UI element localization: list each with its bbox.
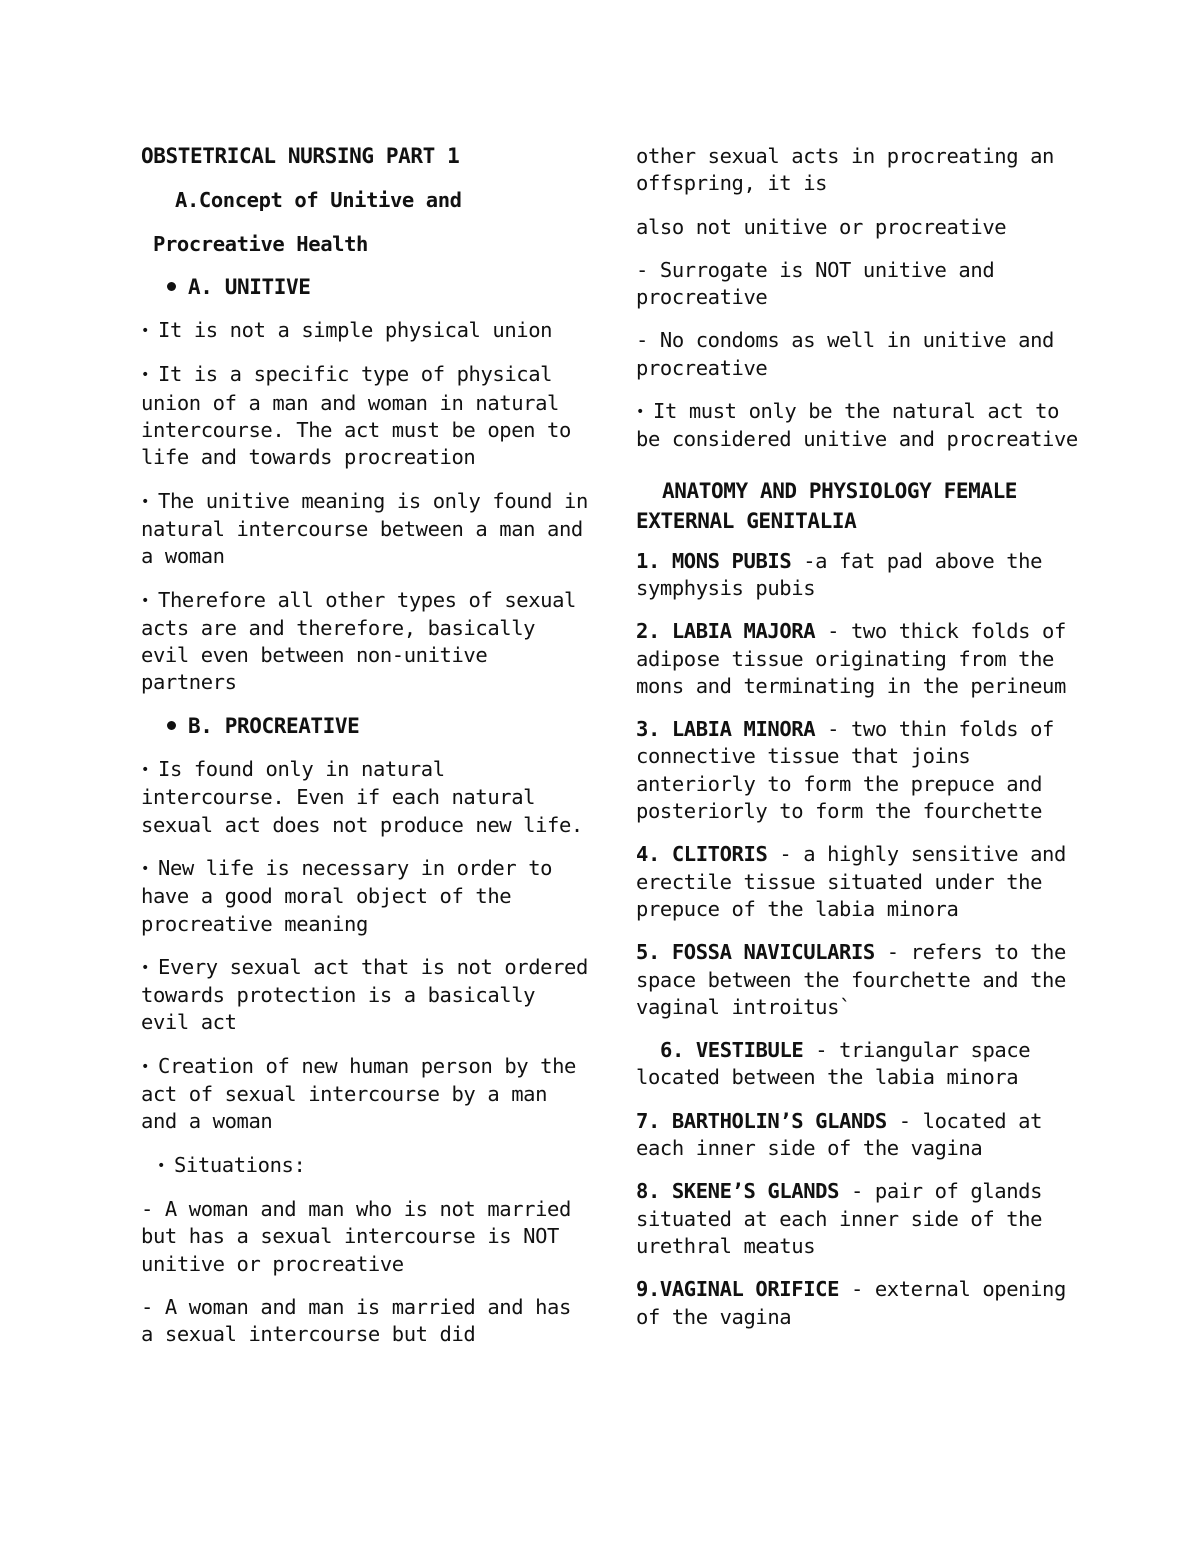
list-item-text: Is found only in natural intercourse. Even if each natural sexual act does not produce new life.	[141, 757, 583, 837]
bullet-icon: •	[636, 404, 645, 421]
bullet-icon: •	[141, 860, 150, 877]
part-description: - two thin folds of connective tissue that joins anteriorly to form the prepuce and posteriorly to form the fourchette	[636, 717, 1054, 824]
procreative-heading-text: B. PROCREATIVE	[188, 713, 360, 738]
list-item	[636, 398, 1086, 454]
list-item-text: The unitive meaning is only found in natural intercourse between a man and a woman	[141, 488, 588, 569]
right-column	[636, 143, 1086, 1347]
anatomy-part	[636, 618, 1086, 700]
document-title: OBSTETRICAL NURSING PART 1	[141, 144, 460, 168]
bullet-icon: •	[157, 1157, 166, 1174]
part-term: VAGINAL ORIFICE	[659, 1277, 840, 1302]
part-description: - triangular space located between the labia minora	[636, 1038, 1031, 1090]
situations-label	[141, 1152, 591, 1180]
list-item-text: It is not a simple physical union	[158, 318, 553, 343]
part-number: 8.	[636, 1179, 660, 1204]
concept-heading-line1: A.Concept of Unitive and	[175, 188, 462, 213]
bullet-icon: •	[141, 592, 150, 609]
anatomy-part	[636, 841, 1086, 923]
anatomy-part	[636, 548, 1086, 603]
bullet-icon: •	[141, 959, 150, 976]
list-item	[141, 317, 591, 345]
anatomy-part	[636, 1276, 1086, 1331]
unitive-heading-text: A. UNITIVE	[188, 274, 311, 299]
left-column	[141, 143, 591, 1364]
anatomy-part	[636, 716, 1086, 825]
part-term: SKENE’S GLANDS	[671, 1179, 840, 1204]
list-item	[141, 855, 591, 938]
part-description: -a fat pad above the symphysis pubis	[636, 548, 1043, 600]
part-term: FOSSA NAVICULARIS	[671, 940, 875, 965]
part-description: - pair of glands situated at each inner side of the urethral meatus	[636, 1179, 1043, 1258]
part-number: 5.	[636, 940, 660, 965]
unitive-heading	[141, 274, 591, 301]
procreative-heading	[141, 713, 591, 740]
part-description: - refers to the space between the fourchette and the vaginal introitus`	[636, 940, 1066, 1019]
bullet-icon: •	[141, 367, 150, 384]
list-item	[141, 1053, 591, 1136]
part-term: MONS PUBIS	[671, 548, 792, 573]
part-number: 9.	[636, 1277, 660, 1302]
part-term: LABIA MAJORA	[671, 619, 816, 644]
part-term: CLITORIS	[671, 842, 768, 867]
bullet-icon	[167, 721, 176, 730]
part-number: 4.	[636, 842, 660, 867]
surrogate-text: - Surrogate is NOT unitive and procreative	[636, 257, 995, 310]
part-number: 3.	[636, 717, 660, 742]
anatomy-part	[636, 939, 1086, 1021]
bullet-icon	[167, 282, 176, 291]
part-term: LABIA MINORA	[671, 717, 816, 742]
part-term: BARTHOLIN’S GLANDS	[671, 1108, 887, 1133]
list-item	[141, 361, 591, 471]
bullet-icon: •	[141, 1058, 150, 1075]
continued-text: other sexual acts in procreating an offspring, it is	[636, 144, 1054, 196]
anatomy-part	[636, 1178, 1086, 1260]
list-item	[141, 954, 591, 1037]
bullet-icon: •	[141, 762, 150, 779]
concept-heading-line2: Procreative Health	[153, 231, 368, 256]
bullet-icon: •	[141, 493, 150, 510]
bullet-icon: •	[141, 323, 150, 340]
list-item	[141, 756, 591, 839]
anatomy-heading	[636, 476, 1086, 536]
also-not-text: also not unitive or procreative	[636, 214, 1007, 239]
list-item-text: It is a specific type of physical union of a man and woman in natural intercourse. The act must be open to life and towards procreation	[141, 362, 571, 470]
part-number: 6.	[660, 1038, 684, 1063]
list-item-text: Every sexual act that is not ordered towards protection is a basically evil act	[141, 954, 588, 1035]
anatomy-part	[636, 1108, 1086, 1163]
anatomy-part	[636, 1037, 1086, 1092]
part-description: - two thick folds of adipose tissue originating from the mons and terminating in the perineum	[636, 619, 1066, 698]
list-item-text: Therefore all other types of sexual acts are and therefore, basically evil even between non-unitive partners	[141, 587, 577, 695]
situation-item: - A woman and man who is not married but has a sexual intercourse is NOT unitive or procreative	[141, 1196, 571, 1276]
no-condoms-text: - No condoms as well in unitive and procreative	[636, 328, 1054, 380]
list-item-text: Creation of new human person by the act of sexual intercourse by a man and a woman	[141, 1053, 577, 1134]
list-item	[141, 587, 591, 697]
anatomy-heading-line1: ANATOMY AND PHYSIOLOGY FEMALE	[662, 478, 1018, 503]
part-term: VESTIBULE	[695, 1038, 804, 1063]
list-item-text: New life is necessary in order to have a good moral object of the procreative meaning	[141, 855, 553, 936]
part-number: 7.	[636, 1108, 660, 1133]
anatomy-heading-line2: EXTERNAL GENITALIA	[636, 508, 857, 533]
list-item	[141, 488, 591, 571]
part-description: - a highly sensitive and erectile tissue situated under the prepuce of the labia minora	[636, 842, 1066, 921]
list-item-text: It must only be the natural act to be considered unitive and procreative	[636, 399, 1078, 452]
situations-label-text: Situations:	[174, 1152, 306, 1177]
situation-item: - A woman and man is married and has a sexual intercourse but did	[141, 1294, 571, 1347]
part-number: 2.	[636, 619, 660, 644]
part-number: 1.	[636, 548, 660, 573]
part-description: - external opening of the vagina	[636, 1277, 1066, 1329]
part-description: - located at each inner side of the vagina	[636, 1108, 1043, 1161]
anatomy-parts-list	[636, 548, 1086, 1331]
